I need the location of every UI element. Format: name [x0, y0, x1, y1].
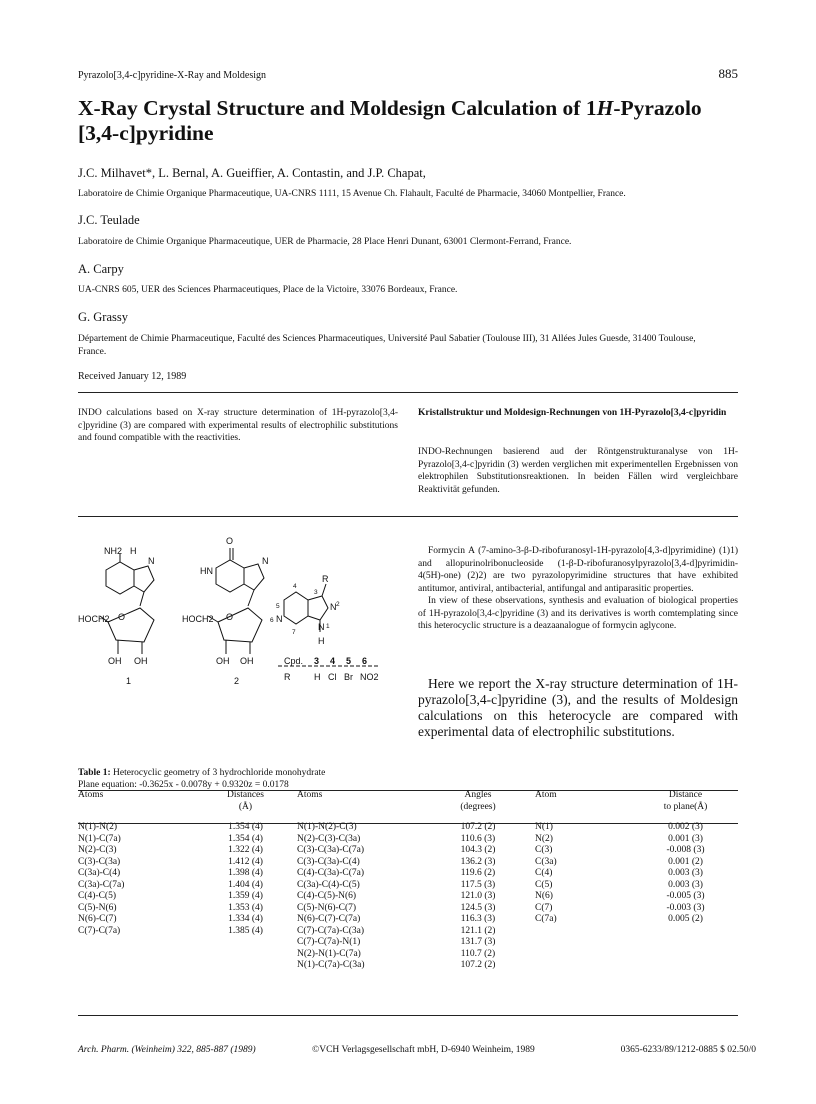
compound-3-six-ring [284, 592, 308, 624]
cell-angle-atoms: N(1)-N(2)-C(3) [297, 822, 357, 832]
table-row [78, 816, 738, 834]
cell-distance: 1.412 (4) [228, 856, 263, 867]
cell-distance: 1.334 (4) [228, 914, 263, 924]
author-group-1: J.C. Milhavet*, L. Bernal, A. Gueiffier, A. Contastin, and J.P. Chapat, [78, 166, 426, 180]
cell-atom: C(5) [535, 879, 553, 890]
cell-bond: N(1)-N(2) [78, 822, 118, 832]
cell-bond [78, 949, 194, 961]
cell-angle-atoms: C(4)-C(3a)-C(7a) [297, 868, 365, 878]
cell-plane-distance: 0.001 (2) [668, 856, 703, 867]
legend-cpd-label: Cpd. [284, 656, 304, 666]
divider-top [78, 392, 738, 393]
cell-bond: N(2)-C(3) [78, 845, 117, 855]
cell-angle-atoms: C(4)-C(5)-N(6) [297, 891, 357, 901]
c1-oh2-label: OH [134, 656, 148, 666]
c3-num-6: 6 [270, 617, 274, 624]
cell-atom [535, 949, 633, 961]
c2-n-label: N [262, 556, 269, 566]
cell-angle: 116.3 (3) [460, 914, 496, 924]
cell-plane-distance [633, 960, 738, 972]
cell-angle: 119.6 (2) [460, 868, 496, 878]
header-distances: Distances (Å) [227, 790, 264, 812]
compound-2-number: 2 [234, 676, 240, 686]
paragraph-observations: In view of these observations, synthesis and evaluation of biological properties of 1H-pyrazolo[3,4-c]pyridine (3) and its derivatives is worth comtemplating since this heterocyclic structure is a deazaanalogue of formycin aglycone. [418, 596, 738, 631]
legend-r-4: Cl [328, 672, 337, 682]
table-row [78, 949, 738, 961]
abstract-german-title: Kristallstruktur und Moldesign-Rechnungen von 1H-Pyrazolo[3,4-c]pyridin [418, 408, 727, 418]
title-part-2: -Pyrazolo [3,4-c]pyridine [78, 96, 702, 145]
c2-o-label: O [226, 612, 234, 622]
geometry-table [78, 788, 738, 972]
cell-bond [78, 960, 194, 972]
c2-hoch2-label: HOCH2 [182, 614, 214, 624]
cell-distance: 1.354 (4) [228, 833, 263, 844]
cell-angle-atoms: C(7)-C(7a)-N(1) [297, 937, 361, 947]
table-body [78, 816, 738, 972]
author-group-3: A. Carpy [78, 262, 124, 276]
title-italic: H [596, 96, 614, 120]
body-text [418, 545, 738, 633]
c3-num-3: 3 [314, 589, 318, 596]
header-angles: Angles (degrees) [460, 790, 496, 812]
cell-bond: C(7)-C(7a) [78, 925, 121, 936]
header-atom-3: Atom [535, 790, 557, 800]
table-row [78, 880, 738, 892]
c2-o-top-label: O [226, 536, 234, 546]
compound-3-five-ring [308, 596, 328, 620]
received-date: Received January 12, 1989 [78, 371, 187, 382]
cell-bond: C(3)-C(3a) [78, 856, 121, 867]
legend-cpd-4: 4 [330, 656, 336, 666]
cell-distance [194, 960, 297, 972]
cell-plane-distance [633, 937, 738, 949]
c1-hoch2-label: HOCH2 [78, 614, 110, 624]
table-row [78, 903, 738, 915]
c2-hn-label: HN [200, 566, 213, 576]
footer-journal: Arch. Pharm. (Weinheim) 322, 885-887 (1989) [78, 1045, 256, 1055]
title-part-1: X-Ray Crystal Structure and Moldesign Calculation of 1 [78, 96, 597, 120]
cell-angle-atoms: N(2)-C(3)-C(3a) [297, 833, 361, 844]
c3-num-4: 4 [293, 583, 297, 590]
cell-atom: N(1) [535, 822, 553, 832]
c1-oh1-label: OH [108, 656, 122, 666]
author-group-4: G. Grassy [78, 310, 128, 324]
cell-angle: 110.7 (2) [460, 948, 496, 959]
cell-distance: 1.354 (4) [228, 822, 263, 832]
c2-oh1-label: OH [216, 656, 230, 666]
compound-2-five-ring [244, 564, 264, 590]
cell-plane-distance: 0.002 (3) [668, 822, 703, 832]
cell-atom: C(7a) [535, 914, 557, 924]
cell-atom [535, 960, 633, 972]
running-head: Pyrazolo[3,4-c]pyridine-X-Ray and Moldesign [78, 70, 267, 81]
cell-angle-atoms: N(2)-N(1)-C(7a) [297, 948, 361, 959]
cell-plane-distance: 0.003 (3) [668, 868, 703, 878]
c3-h-label: H [318, 636, 325, 646]
legend-r-6: NO2 [360, 672, 379, 682]
cell-plane-distance: 0.003 (3) [668, 879, 703, 890]
cell-angle-atoms: C(3a)-C(4)-C(5) [297, 879, 360, 890]
abstract-english: INDO calculations based on X-ray structure determination of 1H-pyrazolo[3,4-c]pyridine (3) are compared with experimental results of electrophilic substitutions and found compatible with the reactivities. [78, 408, 398, 443]
table-header-rule [78, 823, 738, 824]
page-number: 885 [718, 66, 738, 81]
intro-paragraph: Here we report the X-ray structure determination of 1H-pyrazolo[3,4-c]pyridine (3), and the results of Moldesign calculations on this heterocycle are compared with experimental data of electrophilic substitutions. [418, 676, 738, 739]
affiliation-4: Département de Chimie Pharmaceutique, Faculté des Sciences Pharmaceutiques, Université Paul Sabatier (Toulouse III), 31 Allées Jules Guesde, 31400 Toulouse, France. [78, 334, 696, 357]
cell-atom: C(3a) [535, 856, 557, 867]
legend-cpd-6: 6 [362, 656, 368, 666]
cell-plane-distance: -0.003 (3) [666, 902, 705, 913]
footer-code: 0365-6233/89/1212-0885 $ 02.50/0 [620, 1045, 756, 1055]
cell-atom: C(4) [535, 868, 553, 878]
table-row [78, 891, 738, 903]
c3-num-5: 5 [276, 603, 280, 610]
paragraph-formycin: Formycin A (7-amino-3-β-D-ribofuranosyl-1H-pyrazolo[4,3-d]pyrimidine) (1)1) and allopurinolribonucleoside (1-β-D-ribofuranosylpyrazolo[3,4-d]pyrimidin-4(5H)-one) (2)2) are two pyrazolopyrimidine structures that have exhibited antitumor, antiviral, antibacterial, antifungal and antiparasitic properties. [418, 546, 738, 594]
c3-num-2: 2 [336, 601, 340, 608]
affiliation-2: Laboratoire de Chimie Organique Pharmaceutique, UER de Pharmacie, 28 Place Henri Dunant, 63001 Clermont-Ferrand, France. [78, 237, 572, 247]
compound-1-six-ring [106, 562, 134, 594]
cell-angle: 121.0 (3) [460, 891, 496, 901]
cell-angle-atoms: C(5)-N(6)-C(7) [297, 902, 357, 913]
cell-distance: 1.398 (4) [228, 868, 263, 878]
header-atoms-2: Atoms [297, 790, 323, 800]
cell-angle: 104.3 (2) [460, 845, 496, 855]
author-group-2: J.C. Teulade [78, 213, 140, 227]
cell-angle-atoms: N(1)-C(7a)-C(3a) [297, 960, 365, 970]
cell-angle: 107.2 (2) [460, 960, 496, 970]
cell-atom: N(6) [535, 891, 553, 901]
chemical-structures-figure [78, 530, 408, 760]
affiliation-1: Laboratoire de Chimie Organique Pharmaceutique, UA-CNRS 1111, 15 Avenue Ch. Flahault, Faculté de Pharmacie, 34060 Montpellier, France. [78, 189, 626, 199]
cell-bond: N(6)-C(7) [78, 914, 117, 924]
c3-n2-label: N [330, 602, 337, 612]
table-row [78, 926, 738, 938]
cell-angle: 131.7 (3) [460, 937, 496, 947]
cell-bond: C(4)-C(5) [78, 891, 116, 901]
cell-distance: 1.385 (4) [228, 925, 263, 936]
cell-plane-distance: -0.008 (3) [666, 845, 705, 855]
cell-bond [78, 937, 194, 949]
legend-r-3: H [314, 672, 321, 682]
compound-1-five-ring [134, 566, 154, 592]
c3-r-label: R [322, 574, 329, 584]
divider-middle [78, 516, 738, 517]
cell-distance [194, 949, 297, 961]
table-row [78, 914, 738, 926]
compound-2-sugar-ring [218, 608, 262, 642]
cell-plane-distance [633, 949, 738, 961]
cell-atom [535, 937, 633, 949]
article-title [78, 96, 738, 146]
c3-n6-label: N [276, 614, 283, 624]
cell-bond: N(1)-C(7a) [78, 833, 121, 844]
cell-plane-distance: 0.005 (2) [668, 914, 703, 924]
cell-distance [194, 937, 297, 949]
header-distance-plane: Distance to plane(Å) [663, 790, 708, 812]
table-header-row [78, 788, 738, 816]
compound-1-sugar-ring [108, 608, 154, 642]
c3-n1-label: N [318, 622, 325, 632]
cell-atom [535, 926, 633, 938]
cell-angle: 110.6 (3) [460, 833, 496, 844]
c1-o-label: O [118, 612, 126, 622]
table-row [78, 937, 738, 949]
cell-bond: C(3a)-C(4) [78, 868, 121, 878]
c2-oh2-label: OH [240, 656, 254, 666]
legend-cpd-5: 5 [346, 656, 352, 666]
cell-plane-distance [633, 926, 738, 938]
c1-n-label: N [148, 556, 155, 566]
plane-equation: Plane equation: -0.3625x - 0.0078y + 0.9320z = 0.0178 [78, 780, 289, 790]
cell-angle: 121.1 (2) [460, 925, 496, 936]
table-caption-text: Heterocyclic geometry of 3 hydrochloride monohydrate [113, 768, 326, 778]
cell-atom: N(2) [535, 833, 553, 844]
table-bottom-rule [78, 1015, 738, 1016]
legend-r-5: Br [344, 672, 353, 682]
cell-distance: 1.404 (4) [228, 879, 263, 890]
legend-cpd-3: 3 [314, 656, 320, 666]
cell-plane-distance: -0.005 (3) [666, 891, 705, 901]
c3-num-1: 1 [326, 623, 330, 630]
cell-angle-atoms: C(3)-C(3a)-C(4) [297, 856, 360, 867]
cell-angle: 117.5 (3) [460, 879, 496, 890]
table-row [78, 868, 738, 880]
cell-angle-atoms: C(3)-C(3a)-C(7a) [297, 845, 365, 855]
cell-angle-atoms: N(6)-C(7)-C(7a) [297, 914, 361, 924]
cell-bond: C(5)-N(6) [78, 902, 117, 913]
abstract-german-body: INDO-Rechnungen basierend aud der Röntgenstrukturanalyse von 1H-Pyrazolo[3,4-c]pyridin (3) werden verglichen mit experimentellen Ergebnissen von elektrophilen Substitutionsreaktionen. In beiden Fällen wird vergleichbare Reaktivität gefunden. [418, 447, 738, 495]
header-atoms-1: Atoms [78, 790, 104, 800]
cell-atom: C(7) [535, 902, 553, 913]
table-row [78, 845, 738, 857]
cell-bond: C(3a)-C(7a) [78, 879, 125, 890]
legend-r-label: R [284, 672, 291, 682]
cell-distance: 1.353 (4) [228, 902, 263, 913]
cell-atom: C(3) [535, 845, 553, 855]
affiliation-3: UA-CNRS 605, UER des Sciences Pharmaceutiques, Place de la Victoire, 33076 Bordeaux, France. [78, 285, 458, 295]
cell-distance: 1.359 (4) [228, 891, 263, 901]
table-row [78, 857, 738, 869]
cell-angle-atoms: C(7)-C(7a)-C(3a) [297, 925, 365, 936]
cell-angle: 136.2 (3) [460, 856, 496, 867]
cell-plane-distance: 0.001 (3) [668, 833, 703, 844]
footer-publisher: ©VCH Verlagsgesellschaft mbH, D-6940 Weinheim, 1989 [312, 1045, 535, 1055]
table-row [78, 834, 738, 846]
c3-num-7: 7 [292, 629, 296, 636]
c1-nh2-label: NH2 [104, 546, 123, 556]
cell-angle: 124.5 (3) [460, 902, 496, 913]
cell-angle: 107.2 (2) [460, 822, 496, 832]
compound-2-six-ring [216, 560, 244, 592]
c1-h-label: H [130, 546, 137, 556]
table-caption-label: Table 1: [78, 768, 111, 778]
cell-distance: 1.322 (4) [228, 845, 263, 855]
table-row [78, 960, 738, 972]
compound-1-number: 1 [126, 676, 132, 686]
